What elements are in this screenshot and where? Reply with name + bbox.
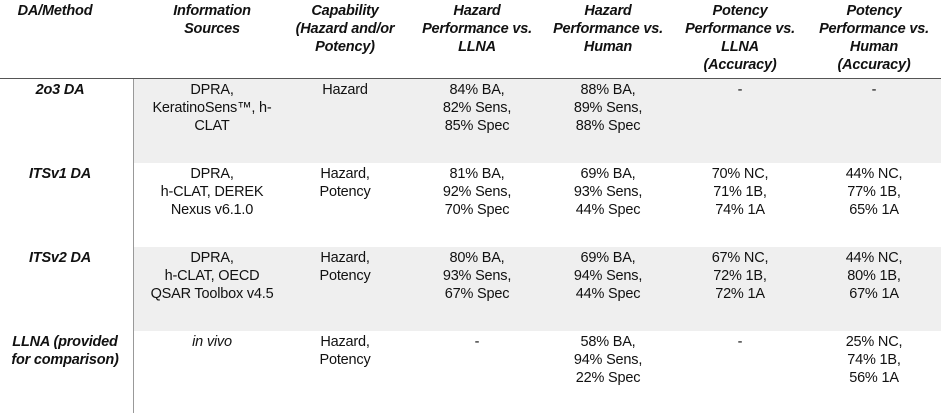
cell-line: Hazard, <box>320 250 370 266</box>
cell-line: 80% 1B, <box>847 268 901 284</box>
cell-line: 77% 1B, <box>847 184 901 200</box>
header-line: Potency <box>846 3 902 19</box>
cell-method <box>0 249 120 267</box>
cell-line: 44% NC, <box>845 166 903 182</box>
cell-capability <box>286 81 404 99</box>
cell-line: 67% 1A <box>849 286 899 302</box>
cell-hazard-llna <box>412 165 542 219</box>
cell-hazard-human <box>543 333 673 387</box>
cell-line: DPRA, <box>190 82 234 98</box>
cell-line: 93% Sens, <box>573 184 643 200</box>
cell-line: 92% Sens, <box>442 184 512 200</box>
cell-potency-llna <box>675 81 805 99</box>
cell-line: 72% 1A <box>715 286 765 302</box>
cell-line: Hazard <box>322 82 368 98</box>
header-line: Performance vs. <box>422 21 532 37</box>
cell-line: 88% BA, <box>580 82 636 98</box>
cell-potency-human <box>808 333 940 387</box>
cell-line: ITSv1 DA <box>28 166 92 182</box>
cell-line: 56% 1A <box>849 370 899 386</box>
cell-hazard-llna <box>412 249 542 303</box>
header-line: Human <box>583 39 633 55</box>
cell-line: 88% Spec <box>575 118 641 134</box>
table-row-itsv1-da <box>0 163 941 247</box>
cell-sources <box>142 81 282 135</box>
cell-sources <box>142 333 282 351</box>
cell-hazard-human <box>543 165 673 219</box>
cell-line: 44% Spec <box>575 286 641 302</box>
header-line: (Accuracy) <box>703 57 777 73</box>
cell-line: Potency <box>319 268 371 284</box>
header-line: DA/Method <box>17 3 93 19</box>
header-potency-vs-llna <box>675 2 805 74</box>
cell-potency-llna <box>675 249 805 303</box>
cell-line: h-CLAT, OECD <box>164 268 260 284</box>
cell-line: for comparison) <box>11 352 119 368</box>
header-line: Potency) <box>315 39 375 55</box>
header-hazard-vs-llna <box>412 2 542 56</box>
cell-method <box>0 333 130 369</box>
cell-line: 89% Sens, <box>573 100 643 116</box>
cell-line: 67% NC, <box>711 250 769 266</box>
table-row-2o3-da <box>0 79 941 163</box>
cell-line: DPRA, <box>190 250 234 266</box>
cell-potency-llna <box>675 333 805 351</box>
header-line: LLNA <box>721 39 759 55</box>
cell-line: 72% 1B, <box>713 268 767 284</box>
header-capability <box>286 2 404 56</box>
cell-line: Nexus v6.1.0 <box>170 202 254 218</box>
cell-line: CLAT <box>194 118 230 134</box>
cell-line: 94% Sens, <box>573 268 643 284</box>
cell-line: 71% 1B, <box>713 184 767 200</box>
header-da-method <box>0 2 110 20</box>
cell-line: in vivo <box>192 334 232 350</box>
cell-line: 81% BA, <box>449 166 505 182</box>
cell-sources <box>142 249 282 303</box>
cell-line: Hazard, <box>320 166 370 182</box>
cell-hazard-llna <box>412 333 542 351</box>
cell-line: 94% Sens, <box>573 352 643 368</box>
table-header-row <box>0 0 941 79</box>
cell-potency-human <box>808 249 940 303</box>
cell-hazard-human <box>543 249 673 303</box>
cell-line: 65% 1A <box>849 202 899 218</box>
cell-line: 69% BA, <box>580 166 636 182</box>
cell-line: ITSv2 DA <box>28 250 92 266</box>
cell-potency-human <box>808 81 940 99</box>
cell-sources <box>142 165 282 219</box>
header-line: (Accuracy) <box>837 57 911 73</box>
table-row-llna <box>0 331 941 413</box>
cell-line: Potency <box>319 184 371 200</box>
cell-line: 44% Spec <box>575 202 641 218</box>
cell-line: 93% Sens, <box>442 268 512 284</box>
cell-line: - <box>871 82 877 98</box>
cell-line: 2o3 DA <box>35 82 85 98</box>
cell-hazard-llna <box>412 81 542 135</box>
header-line: Information <box>173 3 251 19</box>
cell-line: - <box>737 334 743 350</box>
header-information-sources <box>142 2 282 38</box>
header-line: Human <box>849 39 899 55</box>
cell-line: 69% BA, <box>580 250 636 266</box>
header-potency-vs-human <box>808 2 940 74</box>
cell-potency-llna <box>675 165 805 219</box>
cell-capability <box>286 333 404 369</box>
header-line: Performance vs. <box>685 21 795 37</box>
table-row-itsv2-da <box>0 247 941 331</box>
cell-line: 25% NC, <box>845 334 903 350</box>
cell-line: 74% 1A <box>715 202 765 218</box>
cell-line: 22% Spec <box>575 370 641 386</box>
cell-line: 44% NC, <box>845 250 903 266</box>
cell-line: 70% Spec <box>444 202 510 218</box>
header-line: Sources <box>184 21 240 37</box>
cell-line: 58% BA, <box>580 334 636 350</box>
cell-method <box>0 81 120 99</box>
cell-line: h-CLAT, DEREK <box>160 184 264 200</box>
cell-line: KeratinoSens™, h- <box>152 100 272 116</box>
cell-line: DPRA, <box>190 166 234 182</box>
cell-method <box>0 165 120 183</box>
header-line: Performance vs. <box>553 21 663 37</box>
header-line: LLNA <box>458 39 496 55</box>
cell-line: 82% Sens, <box>442 100 512 116</box>
header-hazard-vs-human <box>543 2 673 56</box>
cell-hazard-human <box>543 81 673 135</box>
header-line: Performance vs. <box>819 21 929 37</box>
cell-line: LLNA (provided <box>12 334 118 350</box>
header-line: Capability <box>311 3 379 19</box>
cell-line: 80% BA, <box>449 250 505 266</box>
cell-capability <box>286 249 404 285</box>
cell-line: Potency <box>319 352 371 368</box>
cell-line: 84% BA, <box>449 82 505 98</box>
header-line: Potency <box>712 3 768 19</box>
header-line: Hazard <box>584 3 632 19</box>
cell-line: 74% 1B, <box>847 352 901 368</box>
cell-line: 70% NC, <box>711 166 769 182</box>
cell-line: Hazard, <box>320 334 370 350</box>
cell-line: - <box>737 82 743 98</box>
header-line: Hazard <box>453 3 501 19</box>
cell-line: QSAR Toolbox v4.5 <box>150 286 274 302</box>
header-line: (Hazard and/or <box>295 21 395 37</box>
cell-line: 67% Spec <box>444 286 510 302</box>
cell-capability <box>286 165 404 201</box>
cell-potency-human <box>808 165 940 219</box>
cell-line: - <box>474 334 480 350</box>
cell-line: 85% Spec <box>444 118 510 134</box>
